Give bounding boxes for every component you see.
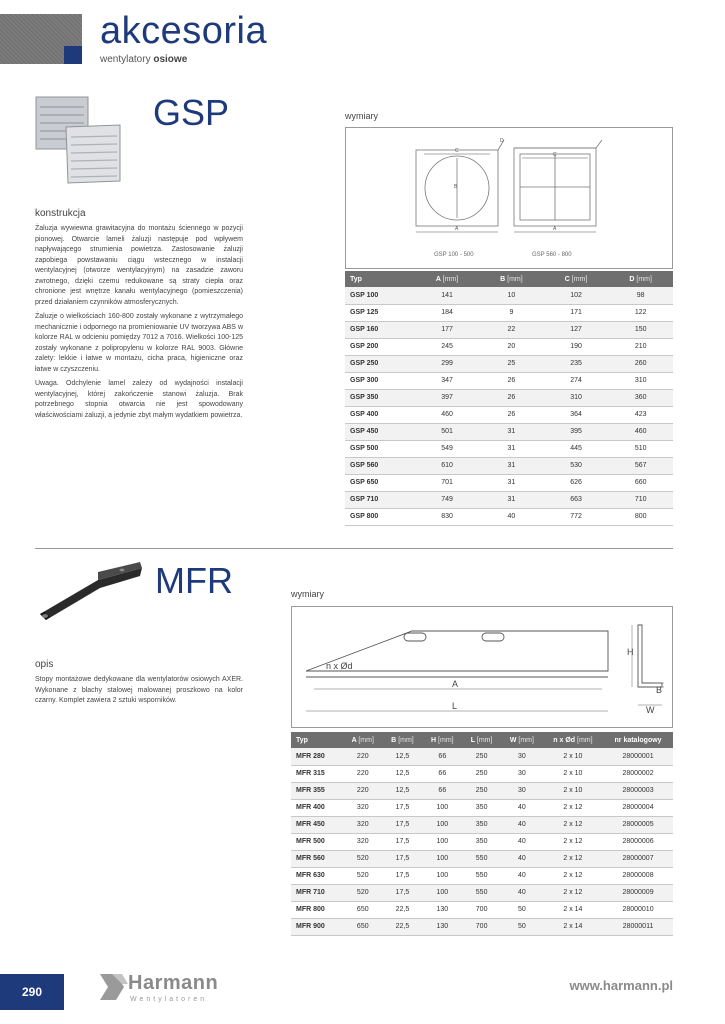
gsp-cell: 31 — [479, 474, 544, 491]
gsp-cell: 800 — [608, 508, 673, 525]
gsp-cell: 127 — [544, 321, 609, 338]
gsp-cell: 395 — [544, 423, 609, 440]
mfr-cell: 28000003 — [603, 782, 673, 799]
mfr-cell: MFR 450 — [291, 816, 343, 833]
mfr-label-nd: n x Ød — [326, 661, 353, 671]
table-row — [291, 901, 673, 918]
mfr-cell: 350 — [462, 833, 501, 850]
mfr-cell: 700 — [462, 918, 501, 935]
mfr-cell: MFR 800 — [291, 901, 343, 918]
gsp-cell: 40 — [479, 508, 544, 525]
table-row — [345, 406, 673, 423]
gsp-cell: 397 — [415, 389, 479, 406]
page-subtitle: wentylatory osiowe — [100, 54, 188, 65]
mfr-th-catalog: nr katalogowy — [603, 732, 673, 748]
gsp-cell: 31 — [479, 457, 544, 474]
mfr-th-l: L [mm] — [462, 732, 501, 748]
mfr-cell: 28000001 — [603, 748, 673, 765]
mfr-cell: 550 — [462, 884, 501, 901]
table-row — [291, 765, 673, 782]
mfr-cell: 2 x 10 — [543, 765, 603, 782]
mfr-th-b: B [mm] — [383, 732, 423, 748]
gsp-description — [35, 224, 243, 425]
gsp-label-a: A — [455, 226, 459, 232]
table-row — [345, 372, 673, 389]
gsp-cell: 245 — [415, 338, 479, 355]
gsp-table-body — [345, 287, 673, 525]
mfr-paragraph: Stopy montażowe dedykowane dla wentylatorów osiowych AXER. Wykonane z blachy stalowej malowanej proszkowo na kolor czarny. Komplet zawiera 2 sztuki wsporników. — [35, 676, 243, 704]
gsp-cell: 171 — [544, 304, 609, 321]
gsp-cell: 310 — [544, 389, 609, 406]
mfr-th-nd: n x Ød [mm] — [543, 732, 603, 748]
gsp-cell: 25 — [479, 355, 544, 372]
gsp-cell: 26 — [479, 406, 544, 423]
gsp-cell: 310 — [608, 372, 673, 389]
mfr-cell: 2 x 12 — [543, 867, 603, 884]
mfr-cell: 520 — [343, 850, 383, 867]
mfr-cell: 100 — [422, 799, 462, 816]
gsp-cell: 299 — [415, 355, 479, 372]
mfr-cell: 220 — [343, 748, 383, 765]
mfr-cell: 22,5 — [383, 918, 423, 935]
mfr-table — [291, 732, 673, 936]
table-row — [345, 423, 673, 440]
gsp-th-a: A [mm] — [415, 271, 479, 287]
table-row — [345, 440, 673, 457]
mfr-cell: 220 — [343, 765, 383, 782]
gsp-title: GSP — [153, 92, 230, 133]
gsp-label-b: B — [454, 184, 458, 190]
gsp-cell: GSP 800 — [345, 508, 415, 525]
gsp-cell: 364 — [544, 406, 609, 423]
mfr-cell: MFR 280 — [291, 748, 343, 765]
table-row — [345, 355, 673, 372]
mfr-cell: MFR 400 — [291, 799, 343, 816]
mfr-label-l: L — [452, 701, 458, 711]
mfr-cell: 17,5 — [383, 867, 423, 884]
table-row — [345, 321, 673, 338]
gsp-cell: GSP 450 — [345, 423, 415, 440]
gsp-cell: 772 — [544, 508, 609, 525]
gsp-cell: 660 — [608, 474, 673, 491]
gsp-cell: 177 — [415, 321, 479, 338]
gsp-cell: 423 — [608, 406, 673, 423]
mfr-cell: 520 — [343, 884, 383, 901]
gsp-cell: 663 — [544, 491, 609, 508]
mfr-cell: 17,5 — [383, 884, 423, 901]
gsp-cell: 184 — [415, 304, 479, 321]
mfr-cell: 30 — [501, 782, 543, 799]
mfr-cell: 250 — [462, 748, 501, 765]
mfr-cell: MFR 500 — [291, 833, 343, 850]
mfr-cell: 100 — [422, 816, 462, 833]
gsp-label-left: GSP 100 - 500 — [434, 252, 474, 258]
table-row — [345, 304, 673, 321]
gsp-cell: 460 — [608, 423, 673, 440]
gsp-cell: 190 — [544, 338, 609, 355]
mfr-title: MFR — [155, 560, 233, 601]
gsp-cell: GSP 160 — [345, 321, 415, 338]
section-divider — [35, 548, 673, 549]
gsp-cell: 501 — [415, 423, 479, 440]
mfr-cell: 250 — [462, 765, 501, 782]
mfr-cell: MFR 900 — [291, 918, 343, 935]
mfr-description — [35, 675, 243, 711]
gsp-cell: 31 — [479, 423, 544, 440]
gsp-cell: 260 — [608, 355, 673, 372]
mfr-cell: 700 — [462, 901, 501, 918]
mfr-cell: 550 — [462, 850, 501, 867]
table-row — [291, 782, 673, 799]
gsp-cell: 26 — [479, 389, 544, 406]
mfr-cell: 17,5 — [383, 799, 423, 816]
mfr-cell: 66 — [422, 765, 462, 782]
gsp-label-right: GSP 560 - 800 — [532, 252, 572, 258]
mfr-cell: MFR 710 — [291, 884, 343, 901]
mfr-cell: 40 — [501, 833, 543, 850]
mfr-cell: 2 x 12 — [543, 850, 603, 867]
gsp-cell: GSP 350 — [345, 389, 415, 406]
gsp-cell: GSP 710 — [345, 491, 415, 508]
gsp-cell: 98 — [608, 287, 673, 304]
mfr-cell: 28000005 — [603, 816, 673, 833]
table-row — [291, 867, 673, 884]
table-row — [345, 389, 673, 406]
mfr-cell: 2 x 12 — [543, 816, 603, 833]
gsp-cell: 710 — [608, 491, 673, 508]
gsp-th-c: C [mm] — [544, 271, 609, 287]
gsp-cell: 150 — [608, 321, 673, 338]
gsp-cell: 274 — [544, 372, 609, 389]
gsp-cell: GSP 400 — [345, 406, 415, 423]
mfr-cell: 550 — [462, 867, 501, 884]
mfr-cell: 28000009 — [603, 884, 673, 901]
mfr-cell: 320 — [343, 799, 383, 816]
gsp-cell: 530 — [544, 457, 609, 474]
gsp-cell: 347 — [415, 372, 479, 389]
mfr-cell: 17,5 — [383, 816, 423, 833]
mfr-th-a: A [mm] — [343, 732, 383, 748]
mfr-label-h: H — [627, 647, 634, 657]
mfr-cell: 12,5 — [383, 765, 423, 782]
table-row — [291, 799, 673, 816]
mfr-cell: 350 — [462, 816, 501, 833]
mfr-cell: 40 — [501, 850, 543, 867]
table-row — [291, 850, 673, 867]
gsp-cell: 749 — [415, 491, 479, 508]
mfr-cell: 320 — [343, 833, 383, 850]
gsp-cell: 31 — [479, 491, 544, 508]
gsp-cell: GSP 200 — [345, 338, 415, 355]
page-number: 290 — [0, 974, 64, 1010]
logo-name: Harmann — [128, 972, 219, 994]
mfr-cell: 40 — [501, 867, 543, 884]
gsp-table-header — [345, 271, 673, 287]
mfr-cell: 28000007 — [603, 850, 673, 867]
gsp-th-b: B [mm] — [479, 271, 544, 287]
gsp-cell: 567 — [608, 457, 673, 474]
gsp-label-c-right: C — [553, 152, 557, 158]
mfr-cell: MFR 560 — [291, 850, 343, 867]
mfr-cell: 30 — [501, 765, 543, 782]
gsp-cell: 210 — [608, 338, 673, 355]
gsp-cell: 445 — [544, 440, 609, 457]
mfr-cell: 12,5 — [383, 748, 423, 765]
gsp-cell: GSP 125 — [345, 304, 415, 321]
gsp-label-d: D — [500, 138, 504, 144]
mfr-cell: 28000008 — [603, 867, 673, 884]
mfr-cell: 130 — [422, 918, 462, 935]
gsp-dimension-drawing — [345, 127, 673, 269]
gsp-section-heading: konstrukcja — [35, 208, 86, 219]
mfr-cell: 2 x 14 — [543, 901, 603, 918]
mfr-label-b: B — [656, 685, 663, 695]
gsp-dimensions-label: wymiary — [345, 111, 378, 121]
gsp-paragraph: Uwaga. Odchylenie lamel zależy od wydajności instalacji wentylacyjnej, której zakończenie stanowi żaluzja. Brak potrzebnego stopnia otwarcia nie jest spowodowany właściwościami żaluzji, a jedynie zbyt małym wydatkiem powietrza. — [35, 380, 243, 419]
mfr-cell: 30 — [501, 748, 543, 765]
gsp-cell: 22 — [479, 321, 544, 338]
mfr-cell: 320 — [343, 816, 383, 833]
mfr-cell: 66 — [422, 782, 462, 799]
gsp-table — [345, 271, 673, 526]
mfr-cell: 130 — [422, 901, 462, 918]
mfr-cell: 28000002 — [603, 765, 673, 782]
gsp-th-d: D [mm] — [608, 271, 673, 287]
mfr-cell: 50 — [501, 918, 543, 935]
mfr-dimension-drawing — [291, 606, 673, 728]
table-row — [345, 474, 673, 491]
gsp-label-a-right: A — [553, 226, 557, 232]
gsp-paragraph: Żaluzje o wielkościach 160-800 zostały wykonane z wytrzymałego mechanicznie i odpornego na promieniowanie UV tworzywa ABS w kolorze RAL w odcieniu pomiędzy 7012 a 7016. Wielkości 100-125 zostały wykonane z polipropylenu w kolorze RAL 9003. Główne zalety: lekkie i łatwe w montażu, cicha praca, higieniczne oraz łatwe w czyszczeniu. — [35, 313, 243, 373]
mfr-cell: 650 — [343, 918, 383, 935]
mfr-cell: 40 — [501, 816, 543, 833]
table-row — [345, 287, 673, 304]
mfr-cell: MFR 315 — [291, 765, 343, 782]
gsp-cell: 701 — [415, 474, 479, 491]
mfr-cell: 520 — [343, 867, 383, 884]
mfr-section-heading: opis — [35, 659, 54, 670]
mfr-cell: 2 x 12 — [543, 799, 603, 816]
mfr-cell: 28000011 — [603, 918, 673, 935]
mfr-cell: 100 — [422, 850, 462, 867]
gsp-cell: 460 — [415, 406, 479, 423]
mfr-cell: 28000010 — [603, 901, 673, 918]
mfr-cell: 50 — [501, 901, 543, 918]
mfr-th-h: H [mm] — [422, 732, 462, 748]
gsp-cell: 360 — [608, 389, 673, 406]
mfr-cell: 28000006 — [603, 833, 673, 850]
mfr-cell: 66 — [422, 748, 462, 765]
logo-subtitle: Wentylatoren — [130, 996, 208, 1003]
gsp-cell: 610 — [415, 457, 479, 474]
gsp-cell: 510 — [608, 440, 673, 457]
table-row — [345, 338, 673, 355]
gsp-product-image — [34, 95, 124, 185]
mfr-cell: 2 x 12 — [543, 884, 603, 901]
table-row — [291, 918, 673, 935]
gsp-cell: 20 — [479, 338, 544, 355]
gsp-cell: GSP 650 — [345, 474, 415, 491]
mfr-cell: 650 — [343, 901, 383, 918]
gsp-cell: GSP 500 — [345, 440, 415, 457]
table-row — [291, 748, 673, 765]
mfr-cell: 220 — [343, 782, 383, 799]
mfr-cell: 250 — [462, 782, 501, 799]
gsp-cell: GSP 100 — [345, 287, 415, 304]
mfr-table-body — [291, 748, 673, 935]
gsp-cell: 626 — [544, 474, 609, 491]
mfr-table-header — [291, 732, 673, 748]
gsp-cell: 10 — [479, 287, 544, 304]
mfr-cell: 22,5 — [383, 901, 423, 918]
mfr-th-w: W [mm] — [501, 732, 543, 748]
mfr-cell: 350 — [462, 799, 501, 816]
gsp-cell: GSP 300 — [345, 372, 415, 389]
mfr-cell: 40 — [501, 799, 543, 816]
table-row — [291, 816, 673, 833]
gsp-cell: 235 — [544, 355, 609, 372]
mfr-cell: 2 x 10 — [543, 782, 603, 799]
mfr-cell: 17,5 — [383, 833, 423, 850]
gsp-cell: 102 — [544, 287, 609, 304]
header-accent — [64, 46, 82, 64]
mfr-cell: 12,5 — [383, 782, 423, 799]
gsp-cell: GSP 250 — [345, 355, 415, 372]
table-row — [345, 508, 673, 525]
mfr-cell: 100 — [422, 867, 462, 884]
mfr-cell: 100 — [422, 884, 462, 901]
mfr-dimensions-label: wymiary — [291, 589, 324, 599]
gsp-cell: 549 — [415, 440, 479, 457]
mfr-cell: 2 x 14 — [543, 918, 603, 935]
gsp-cell: 830 — [415, 508, 479, 525]
mfr-cell: 2 x 12 — [543, 833, 603, 850]
gsp-drawing-svg — [346, 128, 672, 268]
table-row — [291, 833, 673, 850]
gsp-cell: GSP 560 — [345, 457, 415, 474]
mfr-cell: 2 x 10 — [543, 748, 603, 765]
gsp-cell: 141 — [415, 287, 479, 304]
table-row — [291, 884, 673, 901]
mfr-cell: 100 — [422, 833, 462, 850]
mfr-cell: 17,5 — [383, 850, 423, 867]
table-row — [345, 457, 673, 474]
gsp-cell: 31 — [479, 440, 544, 457]
mfr-cell: 40 — [501, 884, 543, 901]
gsp-cell: 122 — [608, 304, 673, 321]
gsp-th-typ: Typ — [345, 271, 415, 287]
gsp-label-c: C — [455, 148, 459, 154]
website-url[interactable]: www.harmann.pl — [569, 978, 673, 993]
mfr-cell: MFR 630 — [291, 867, 343, 884]
mfr-label-w: W — [646, 705, 655, 715]
mfr-product-image — [36, 562, 146, 624]
page-title: akcesoria — [100, 10, 268, 52]
mfr-th-typ: Typ — [291, 732, 343, 748]
mfr-cell: 28000004 — [603, 799, 673, 816]
mfr-drawing-svg — [292, 607, 672, 727]
mfr-label-a: A — [452, 679, 459, 689]
gsp-cell: 9 — [479, 304, 544, 321]
table-row — [345, 491, 673, 508]
mfr-cell: MFR 355 — [291, 782, 343, 799]
gsp-paragraph: Żaluzja wywiewna grawitacyjna do montażu ściennego w pozycji pionowej. Otwarcie lameli żaluzji następuje pod wpływem napływającego strumienia powietrza. Zastosowanie żaluzji zapobiega powstawaniu ciągu wstecznego w instalacji wentylacyjnej (otworze wentylacyjnym) na zasadzie zaworu zwrotnego, dzięki czemu redukowane są straty ciepła oraz chronione jest wnętrze kanału wentylacyjnego (pomieszczenia) przed działaniem czynników atmosferycznych. — [35, 225, 243, 306]
gsp-cell: 26 — [479, 372, 544, 389]
